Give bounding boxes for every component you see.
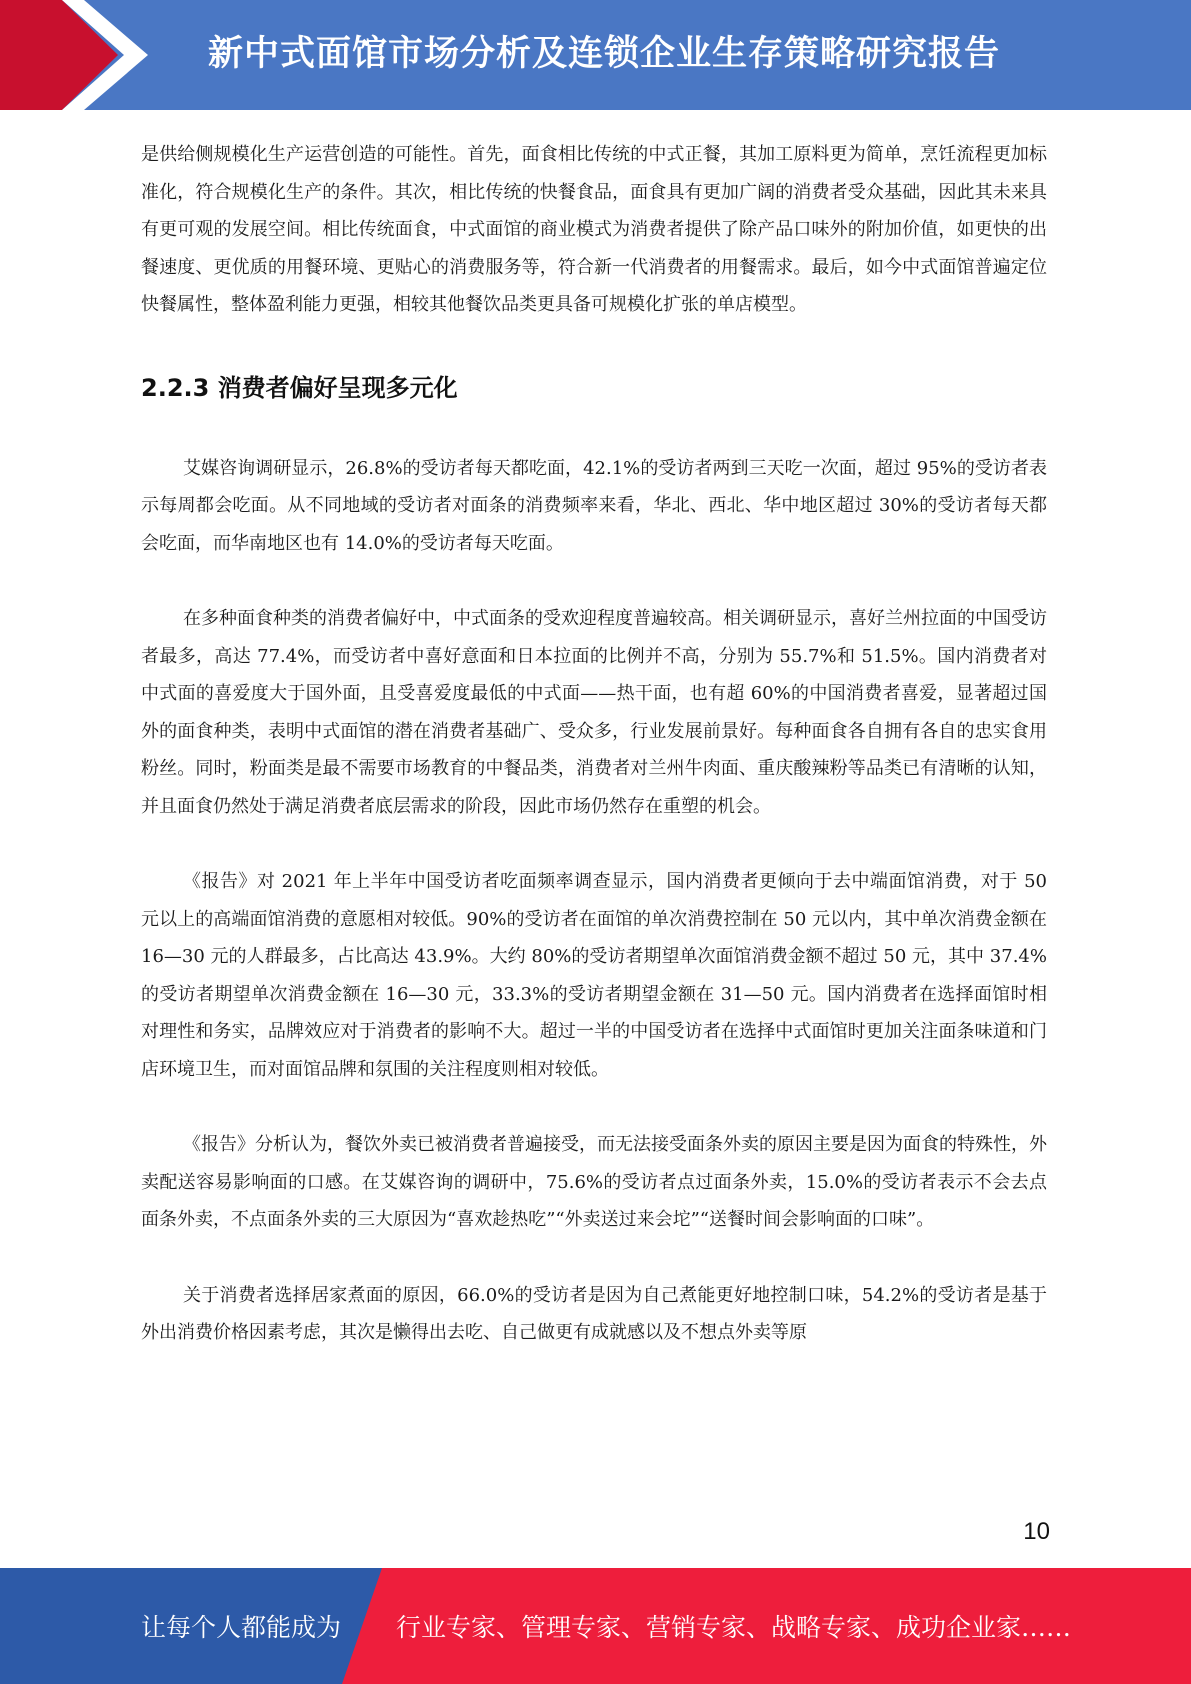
paragraph-preference: 在多种面食种类的消费者偏好中，中式面条的受欢迎程度普遍较高。相关调研显示，喜好兰州拉面的中国受访者最多，高达 77.4%，而受访者中喜好意面和日本拉面的比例并不高，分别为 55.7%和 51.5%。国内消费者对中式面的喜爱度大于国外面，且受喜爱度最低的中式面——热干面，也有超 60%的中国消费者喜爱，显著超过国外的面食种类，表明中式面馆的潜在消费者基础广、受众多，行业发展前景好。每种面食各自拥有各自的忠实食用粉丝。同时，粉面类是最不需要市场教育的中餐品类，消费者对兰州牛肉面、重庆酸辣粉等品类已有清晰的认知，并且面食仍然处于满足消费者底层需求的阶段，因此市场仍然存在重塑的机会。	[141, 608, 1047, 817]
paragraph-delivery: 《报告》分析认为，餐饮外卖已被消费者普遍接受，而无法接受面条外卖的原因主要是因为面食的特殊性，外卖配送容易影响面的口感。在艾媒咨询的调研中，75.6%的受访者点过面条外卖，15.0%的受访者表示不会去点面条外卖，不点面条外卖的三大原因为“喜欢趁热吃”“外卖送过来会坨”“送餐时间会影响面的口味”。	[141, 1134, 1047, 1230]
footer-slogan-right: 行业专家、管理专家、营销专家、战略专家、成功企业家……	[396, 1613, 1072, 1642]
footer-slogan-left: 让每个人都能成为	[141, 1613, 342, 1642]
section-heading: 2.2.3 消费者偏好呈现多元化	[141, 373, 458, 402]
page-content	[141, 136, 1047, 1352]
document-title: 新中式面馆市场分析及连锁企业生存策略研究报告	[208, 34, 1001, 74]
paragraph-frequency: 艾媒咨询调研显示，26.8%的受访者每天都吃面，42.1%的受访者两到三天吃一次面，超过 95%的受访者表示每周都会吃面。从不同地域的受访者对面条的消费频率来看，华北、西北、华中地区超过 30%的受访者每天都会吃面，而华南地区也有 14.0%的受访者每天吃面。	[141, 457, 1047, 554]
page-number: 10	[1023, 1518, 1050, 1545]
intro-paragraph: 是供给侧规模化生产运营创造的可能性。首先，面食相比传统的中式正餐，其加工原料更为简单，烹饪流程更加标准化，符合规模化生产的条件。其次，相比传统的快餐食品，面食具有更加广阔的消费者受众基础，因此其未来具有更可观的发展空间。相比传统面食，中式面馆的商业模式为消费者提供了除产品口味外的附加价值，如更快的出餐速度、更优质的用餐环境、更贴心的消费服务等，符合新一代消费者的用餐需求。最后，如今中式面馆普遍定位快餐属性，整体盈利能力更强，相较其他餐饮品类更具备可规模化扩张的单店模型。	[141, 144, 1047, 315]
paragraph-spending: 《报告》对 2021 年上半年中国受访者吃面频率调查显示，国内消费者更倾向于去中端面馆消费，对于 50 元以上的高端面馆消费的意愿相对较低。90%的受访者在面馆的单次消费控制在 50 元以内，其中单次消费金额在 16—30 元的人群最多，占比高达 43.9%。大约 80%的受访者期望单次面馆消费金额不超过 50 元，其中 37.4%的受访者期望单次消费金额在 16—30 元，33.3%的受访者期望金额在 31—50 元。国内消费者在选择面馆时相对理性和务实，品牌效应对于消费者的影响不大。超过一半的中国受访者在选择中式面馆时更加关注面条味道和门店环境卫生，而对面馆品牌和氛围的关注程度则相对较低。	[141, 871, 1047, 1080]
page-header	[0, 0, 1191, 110]
page-footer	[0, 1568, 1191, 1684]
paragraph-home-cooking: 关于消费者选择居家煮面的原因，66.0%的受访者是因为自己煮能更好地控制口味，54.2%的受访者是基于外出消费价格因素考虑，其次是懒得出去吃、自己做更有成就感以及不想点外卖等原	[141, 1284, 1047, 1343]
